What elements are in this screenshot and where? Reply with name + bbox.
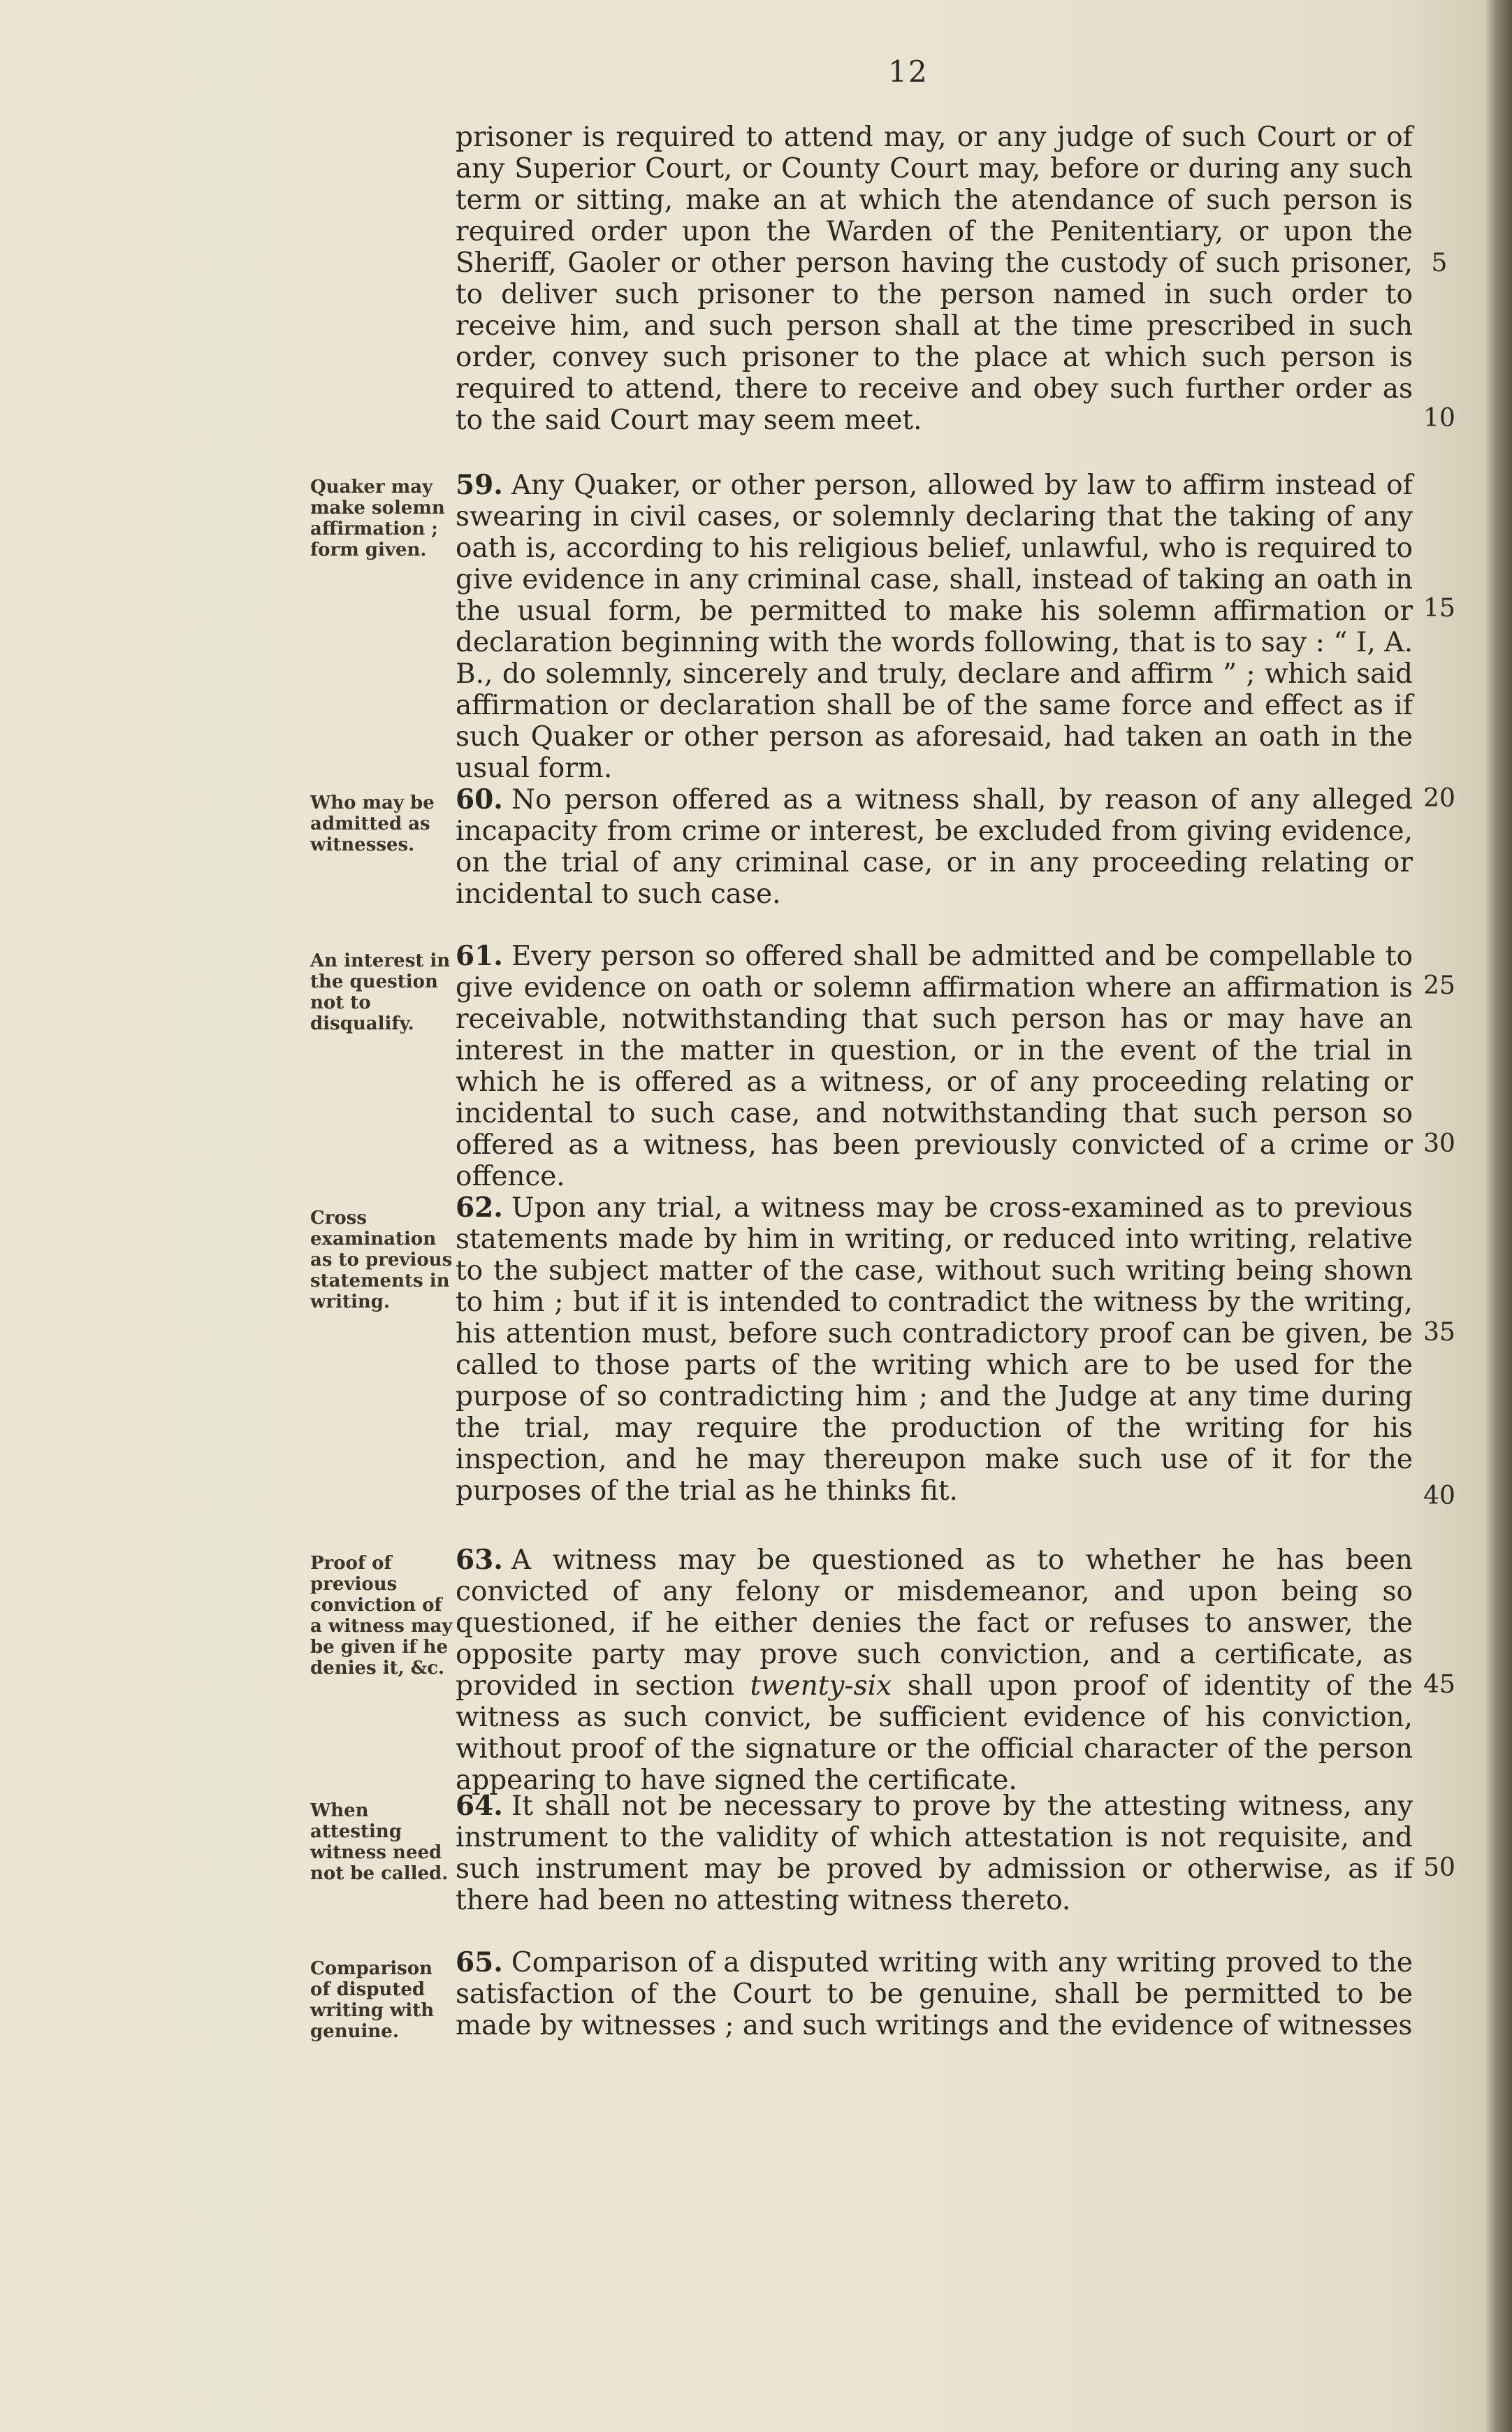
margin-note-59: Quaker may make solemn affirmation ; form given. xyxy=(310,477,445,560)
line-number-25: 25 xyxy=(1423,971,1455,1000)
section-63-body xyxy=(456,1544,1413,1796)
margin-note-61: An interest in the question not to disqualify. xyxy=(310,950,451,1034)
continuation-text: prisoner is required to attend may, or any judge of such Court or of any Superior Court, or County Court may, before or during any such term or sitting, make an at which the atendance of such person is required order upon the Warden of the Penitentiary, or upon the Sheriff, Gaoler or other person having the custody of such prisoner, to deliver such prisoner to the person named in such order to receive him, and such person shall at the time prescribed in such order, convey such prisoner to the place at which such person is required to attend, there to receive and obey such further order as to the said Court may seem meet. xyxy=(456,122,1413,436)
section-65-text: Comparison of a disputed writing with any writing proved to the satisfaction of the Court to be genuine, shall be permitted to be made by witnesses ; and such writings and the evidence of witnesses xyxy=(456,1947,1413,2041)
section-60-text: No person offered as a witness shall, by reason of any alleged incapacity from crime or interest, be excluded from giving evidence, on the trial of any criminal case, or in any proceeding relating or incidental to such case. xyxy=(456,784,1413,910)
section-number-64: 64. xyxy=(456,1790,503,1822)
line-number-50: 50 xyxy=(1423,1853,1455,1882)
section-64-body xyxy=(456,1790,1413,1916)
section-63-text-after: shall upon proof of identity of the witness as such convict, be sufficient evidence of his conviction, without proof of the signature or the official character of the person appearing to have signed the certificate. xyxy=(456,1670,1413,1796)
page-number: 12 xyxy=(888,55,929,89)
section-60-body xyxy=(456,784,1413,910)
section-number-61: 61. xyxy=(456,940,503,972)
continuation-paragraph xyxy=(456,122,1413,436)
section-64-text: It shall not be necessary to prove by the attesting witness, any instrument to the validity of which attestation is not requisite, and such instrument may be proved by admission or otherwise, as if there had been no attesting witness thereto. xyxy=(456,1790,1413,1916)
line-number-20: 20 xyxy=(1423,784,1455,813)
section-61-text: Every person so offered shall be admitted and be compellable to give evidence on oath or solemn affirmation where an affirmation is receivable, notwithstanding that such person has or may have an interest in the matter in question, or in the event of the trial in which he is offered as a witness, or of any proceeding relating or incidental to such case, and notwithstanding that such person so offered as a witness, has been previously convicted of a crime or offence. xyxy=(456,941,1413,1192)
margin-note-65: Comparison of disputed writing with genuine. xyxy=(310,1958,435,2042)
line-number-40: 40 xyxy=(1423,1482,1455,1510)
line-number-45: 45 xyxy=(1423,1670,1455,1699)
margin-note-60: Who may be admitted as witnesses. xyxy=(310,792,435,855)
line-number-30: 30 xyxy=(1423,1129,1455,1158)
section-59-text: Any Quaker, or other person, allowed by law to affirm instead of swearing in civil cases, or solemnly declaring that the taking of any oath is, according to his religious belief, unlawful, who is required to give evidence in any criminal case, shall, instead of taking an oath in the usual form, be permitted to make his solemn affirmation or declaration beginning with the words following, that is to say : “ I, A. B., do solemnly, sincerely and truly, declare and affirm ” ; which said affirmation or declaration shall be of the same force and effect as if such Quaker or other person as aforesaid, had taken an oath in the usual form. xyxy=(456,470,1413,784)
line-number-35: 35 xyxy=(1423,1318,1455,1347)
section-59-body xyxy=(456,470,1413,784)
margin-note-64: When attesting witness need not be called. xyxy=(310,1800,449,1884)
section-63-text-before: A witness may be questioned as to whether he has been convicted of any felony or misdemeanor, and upon being so questioned, if he either denies the fact or refuses to answer, the opposite party may prove such conviction, and a certificate, as provided in section xyxy=(456,1544,1413,1702)
section-63-italic-reference: twenty-six xyxy=(750,1670,892,1702)
line-number-5: 5 xyxy=(1431,249,1448,277)
section-61-body xyxy=(456,941,1413,1192)
margin-note-63: Proof of previous conviction of a witness may be given if he denies it, &c. xyxy=(310,1553,453,1679)
page-edge-shadow xyxy=(1484,0,1512,2432)
section-62-body xyxy=(456,1192,1413,1507)
line-number-10: 10 xyxy=(1423,404,1455,433)
line-number-15: 15 xyxy=(1423,594,1455,623)
section-number-65: 65. xyxy=(456,1946,503,1978)
section-number-62: 62. xyxy=(456,1192,503,1224)
section-number-59: 59. xyxy=(456,469,503,501)
margin-note-62: Cross examination as to previous statements in writing. xyxy=(310,1208,453,1312)
section-62-text: Upon any trial, a witness may be cross-examined as to previous statements made by him in writing, or reduced into writing, relative to the subject matter of the case, without such writing being shown to him ; but if it is intended to contradict the witness by the writing, his attention must, before such contradictory proof can be given, be called to those parts of the writing which are to be used for the purpose of so contradicting him ; and the Judge at any time during the trial, may require the production of the writing for his inspection, and he may thereupon make such use of it for the purposes of the trial as he thinks fit. xyxy=(456,1192,1413,1507)
section-65-body xyxy=(456,1947,1413,2041)
section-number-60: 60. xyxy=(456,783,503,816)
section-number-63: 63. xyxy=(456,1544,503,1576)
